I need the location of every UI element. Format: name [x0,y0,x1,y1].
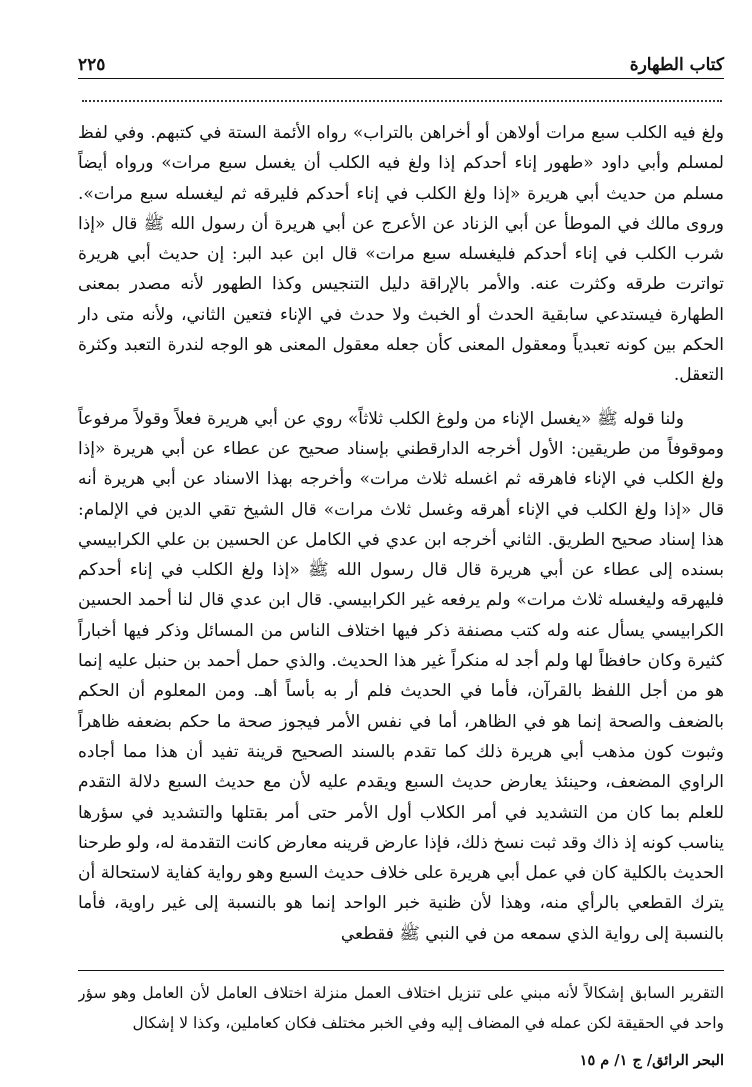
page-header [78,44,724,79]
paragraph-1: ولغ فيه الكلب سبع مرات أولاهن أو أخراهن بالتراب» رواه الأئمة الستة في كتبهم. وفي لفظ لمسلم وأبي داود «طهور إناء أحدكم إذا ولغ فيه الكلب أن يغسل سبع مرات» ورواه أيضاً مسلم من حديث أبي هريرة «إذا ولغ الكلب في إناء أحدكم فليرقه ثم ليغسله سبع مرات». وروى مالك في الموطأ عن أبي الزناد عن الأعرج عن أبي هريرة أن رسول الله ﷺ قال «إذا شرب الكلب في إناء أحدكم فليغسله سبع مرات» قال ابن عبد البر: إن حديث أبي هريرة تواترت طرقه وكثرت عنه. والأمر بالإراقة دليل التنجيس وكذا الطهور لأنه مصدر بمعنى الطهارة فيستدعي سابقية الحدث أو الخبث ولا حدث في الإناء فتعين الثاني، ولأنه متى دار الحكم بين كونه تعبدياً ومعقول المعنى كأن جعله معقول المعنى هو الوجه لندرة التعبد وكثرة التعقل. [78,123,724,386]
footnote-divider [78,970,724,971]
book-title: كتاب الطهارة [629,55,724,75]
page-number: ٢٢٥ [78,55,106,75]
dotted-divider [82,100,722,102]
main-text [78,118,724,966]
paragraph-2: ولنا قوله ﷺ «يغسل الإناء من ولوغ الكلب ثلاثاً» روي عن أبي هريرة فعلاً وقولاً مرفوعاً وموقوفاً من طريقين: الأول أخرجه الدارقطني بإسناد صحيح عن عطاء عن أبي هريرة «إذا ولغ الكلب في الإناء فاهرقه ثم اغسله ثلاث مرات» وأخرجه بهذا الاسناد عن أبي هريرة أنه قال «إذا ولغ الكلب في الإناء أهرقه وغسل ثلاث مرات» قال الشيخ تقي الدين في الإلمام: هذا إسناد صحيح الطريق. الثاني أخرجه ابن عدي في الكامل عن الحسين بن علي الكرابيسي بسنده إلى عطاء عن أبي هريرة قال قال رسول الله ﷺ «إذا ولغ الكلب في إناء أحدكم فليهرقه وليغسله ثلاث مرات» ولم يرفعه غير الكرابيسي. قال ابن عدي قال لنا أحمد الحسين الكرابيسي يسأل عنه وله كتب مصنفة ذكر فيها اختلاف الناس من المسائل وذكر فيها أخباراً كثيرة وكان حافظاً لها ولم أجد له منكراً غير هذا الحديث. والذي حمل أحمد بن حنبل عليه إنما هو من أجل اللفظ بالقرآن، فأما في الحديث فلم أر به بأساً أهـ. ومن المعلوم أن الحكم بالضعف والصحة إنما هو في الظاهر، أما في نفس الأمر فيجوز صحة ما حكم بضعفه ظاهراً وثبوت كون مذهب أبي هريرة ذلك كما تقدم بالسند الصحيح قرينة تفيد أن هذا مما أجاده الراوي المضعف، وحينئذ يعارض حديث السبع ويقدم عليه لأن مع حديث السبع دلالة التقدم للعلم بما كان من التشديد في أمر الكلاب أول الأمر حتى أمر بقتلها والتشديد في سؤرها يناسب كونه إذ ذاك وقد ثبت نسخ ذلك، فإذا عارض قرينه معارض كانت التقدمة له، ولو طرحنا الحديث بالكلية كان في عمل أبي هريرة على خلاف حديث السبع وهو رواية كفاية لاستحالة أن يترك القطعي بالرأي منه، وهذا لأن ظنية خبر الواحد إنما هو بالنسبة إلى غير راوية، فأما بالنسبة إلى رواية الذي سمعه من في النبي ﷺ فقطعي [78,408,724,944]
footnote: التقرير السابق إشكالاً لأنه مبني على تنزيل اختلاف العمل منزلة اختلاف العامل لأن العامل وهو سؤر واحد في الحقيقة لكن عمله في المضاف إليه وفي الخبر مختلف فكان كعاملين، وكذا لا إشكال [78,984,724,1032]
page-footer-signature: البحر الرائق/ ج ١/ م ١٥ [579,1052,724,1069]
